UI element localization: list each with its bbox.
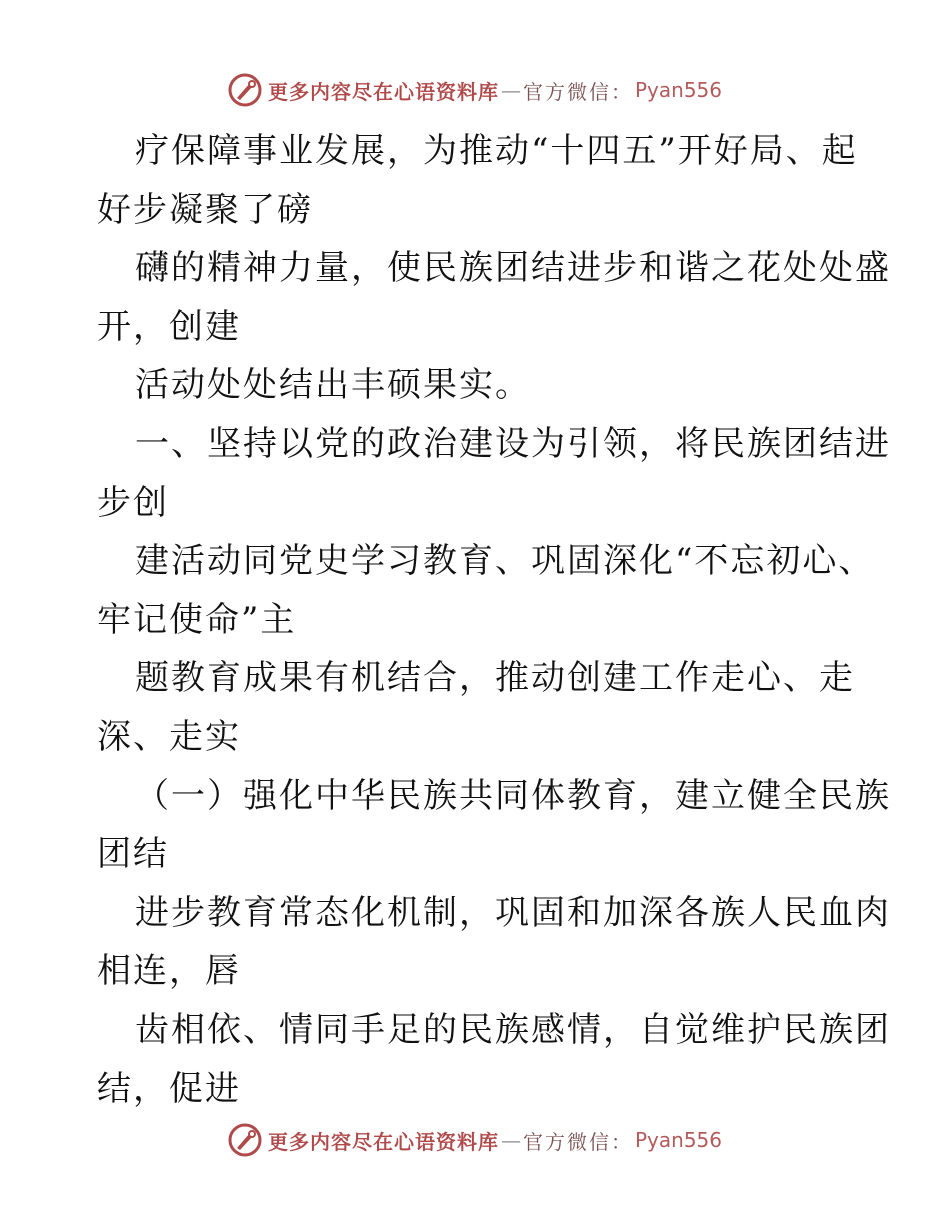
text-line: 进步教育常态化机制，巩固和加深各族人民血肉 (135, 892, 891, 933)
text-line: 相连，唇 (97, 951, 241, 992)
watermark-main-text: 更多内容尽在心语资料库 (267, 1129, 499, 1154)
watermark-wechat-id: Pyan556 (634, 1128, 722, 1152)
text-line: 团结 (97, 834, 169, 875)
text-line: 深、走实 (97, 716, 241, 757)
document-body (97, 122, 891, 1118)
text-line: 结，促进 (97, 1068, 241, 1109)
text-line: 题教育成果有机结合，推动创建工作走心、走 (135, 658, 855, 699)
text-line: 建活动同党史学习教育、巩固深化“不忘初心、 (135, 541, 875, 582)
quill-logo-icon (228, 73, 262, 107)
text-line: （一）强化中华民族共同体教育，建立健全民族 (135, 775, 891, 816)
watermark-main-text: 更多内容尽在心语资料库 (267, 79, 499, 104)
header-watermark (0, 70, 950, 110)
text-line: 礴的精神力量，使民族团结进步和谐之花处处盛 (135, 248, 891, 289)
text-line: 牢记使命”主 (97, 599, 297, 640)
text-line: 好步凝聚了磅 (97, 189, 313, 230)
quill-logo-icon (228, 1123, 262, 1157)
text-line: 开，创建 (97, 306, 241, 347)
text-line: 疗保障事业发展，为推动“十四五”开好局、起 (135, 131, 858, 171)
watermark-separator: — (500, 1128, 521, 1152)
text-line: 齿相依、情同手足的民族感情，自觉维护民族团 (135, 1009, 891, 1050)
watermark-label: 官方微信： (522, 1129, 633, 1154)
text-line: 一、坚持以党的政治建设为引领，将民族团结进 (135, 423, 891, 464)
watermark-wechat-id: Pyan556 (634, 78, 722, 102)
watermark-separator: — (500, 78, 521, 102)
footer-watermark (0, 1120, 950, 1160)
text-line: 步创 (97, 482, 169, 523)
text-line: 活动处处结出丰硕果实。 (135, 365, 531, 406)
watermark-label: 官方微信： (522, 79, 633, 104)
